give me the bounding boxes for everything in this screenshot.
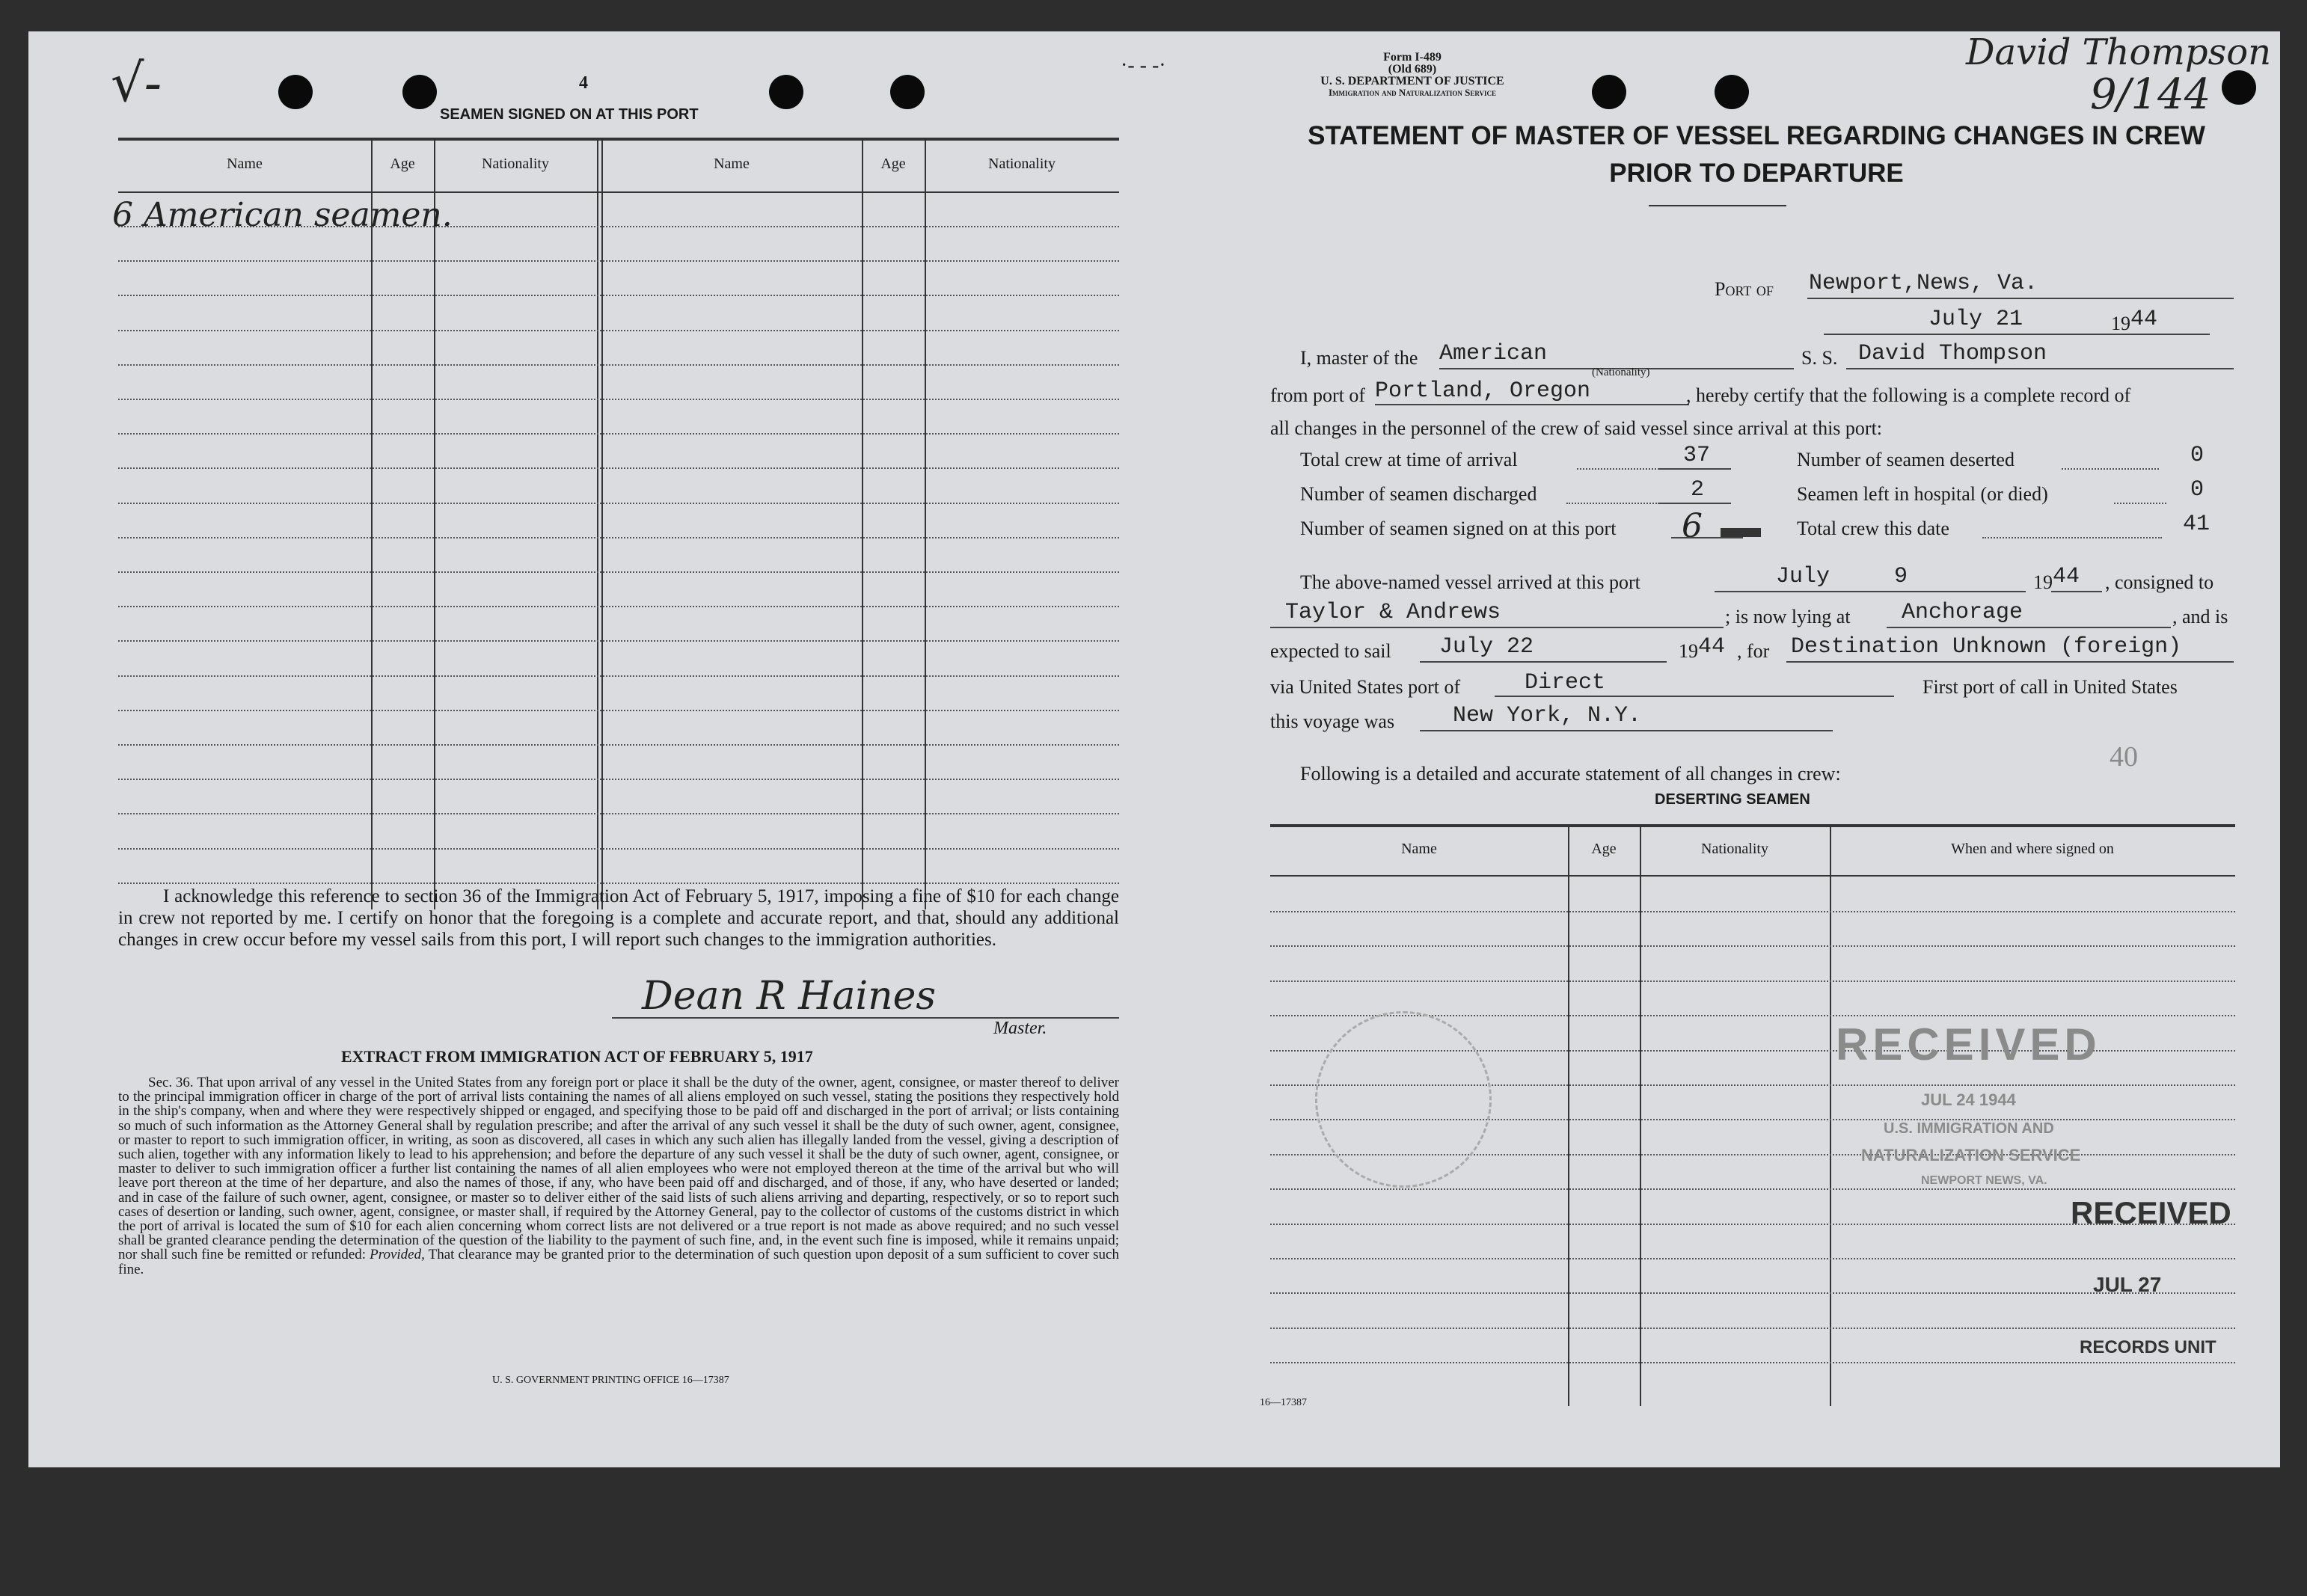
table-row	[1270, 980, 2235, 982]
received-stamp: RECEIVED	[2071, 1195, 2231, 1230]
table-row	[118, 330, 1119, 331]
destination-value: Destination Unknown (foreign)	[1791, 634, 2182, 660]
lying-line	[1887, 627, 2171, 628]
punch-hole	[1715, 75, 1749, 109]
from-port-label: from port of	[1270, 384, 1366, 406]
col-header-age: Age	[1591, 841, 1617, 857]
stat-label: Total crew this date	[1797, 518, 1949, 539]
via-value: Direct	[1525, 670, 1606, 696]
gpo-line: U. S. GOVERNMENT PRINTING OFFICE 16—17387	[492, 1375, 729, 1386]
punch-hole	[769, 75, 803, 109]
arrived-year-prefix: 19	[2033, 571, 2053, 593]
from-port-value: Portland, Oregon	[1375, 378, 1591, 404]
form-title-line2: PRIOR TO DEPARTURE	[1609, 159, 1904, 188]
and-is-label: , and is	[2172, 606, 2228, 627]
acknowledgement-text: I acknowledge this reference to section 36 of the Immigration Act of February 5, 1917, imposing a fine of $10 for each change in crew not reported by me. I certify on honor that the foregoing is a complete and accurate report, and that, should any additional changes in crew occur before my vessel sails from this port, I will report such changes to the immigration authorities.	[118, 886, 1119, 950]
from-port-line	[1375, 404, 1689, 405]
port-line	[1807, 298, 2234, 299]
col-divider	[1830, 826, 1831, 1406]
sail-year-prefix: 19	[1679, 640, 1698, 662]
footer-code: 16—17387	[1260, 1397, 1307, 1408]
stat-value: 0	[2190, 477, 2205, 503]
office-stamp-line2: NATURALIZATION SERVICE	[1861, 1146, 2081, 1164]
col-divider	[601, 139, 603, 909]
year-value: 44	[2130, 307, 2158, 332]
left-table-title: SEAMEN SIGNED ON AT THIS PORT	[440, 106, 699, 123]
arrived-day: 9	[1894, 564, 1908, 589]
check-mark: √-	[111, 52, 162, 114]
handwritten-vessel-name: David Thompson	[1966, 31, 2272, 73]
records-unit-stamp: RECORDS UNIT	[2080, 1337, 2216, 1357]
master-of-label: I, master of the	[1300, 347, 1418, 369]
col-divider	[925, 139, 926, 909]
stat-value: 2	[1691, 477, 1705, 503]
col-header-name: Name	[227, 156, 263, 172]
table-row	[118, 883, 1119, 884]
ship-line	[1846, 368, 2234, 369]
expected-label: expected to sail	[1270, 640, 1391, 662]
stat-label: Number of seamen signed on at this port	[1300, 518, 1617, 539]
table-row	[118, 537, 1119, 538]
sail-year: 44	[1698, 634, 1726, 660]
dot-mark: ·- - -·	[1121, 54, 1166, 77]
table-row	[1270, 1362, 2235, 1363]
date-value: July 21	[1928, 307, 2023, 332]
via-line	[1495, 696, 1894, 697]
handwritten-ref-number: 9/144	[2090, 70, 2211, 119]
table-row	[118, 467, 1119, 469]
table-row	[118, 433, 1119, 435]
table-row	[118, 779, 1119, 780]
col-header-name: Name	[1401, 841, 1437, 857]
master-signature: Dean R Haines	[642, 974, 937, 1019]
form-old-number: (Old 689)	[1388, 63, 1437, 76]
table-header-rule	[118, 191, 1119, 193]
table-row	[118, 260, 1119, 262]
received-date-faint: JUL 24 1944	[1921, 1090, 2016, 1109]
col-header-age: Age	[390, 156, 415, 172]
margin-number: 40	[2110, 741, 2138, 773]
sail-date-line	[1420, 661, 1667, 663]
sail-date: July 22	[1439, 634, 1534, 660]
table-row	[1270, 945, 2235, 947]
stat-label: Seamen left in hospital (or died)	[1797, 483, 2048, 505]
col-header-age: Age	[880, 156, 906, 172]
stat-leader	[2062, 468, 2159, 470]
table-row	[118, 606, 1119, 607]
stat-value: 0	[2190, 443, 2205, 468]
arrived-year-line	[2051, 591, 2102, 592]
col-divider	[1568, 826, 1569, 1406]
stat-leader	[1577, 468, 1659, 470]
office-stamp-line3: NEWPORT NEWS, VA.	[1921, 1174, 2047, 1187]
table-row	[118, 571, 1119, 573]
table-row	[118, 640, 1119, 642]
table-row	[118, 744, 1119, 746]
received-stamp-date: JUL 27	[2093, 1273, 2162, 1296]
col-header-name: Name	[714, 156, 750, 172]
stat-leader	[1982, 537, 2162, 538]
table-row	[118, 295, 1119, 296]
via-label: via United States port of	[1270, 676, 1461, 698]
punch-hole	[402, 75, 437, 109]
department-name: U. S. DEPARTMENT OF JUSTICE	[1320, 75, 1504, 88]
punch-hole	[890, 75, 925, 109]
table-row	[1270, 1292, 2235, 1294]
for-label: , for	[1737, 640, 1770, 662]
office-stamp-line1: U.S. IMMIGRATION AND	[1884, 1120, 2054, 1137]
received-stamp-faint: RECEIVED	[1836, 1019, 2101, 1069]
nationality-value: American	[1439, 341, 1548, 366]
deserting-header-rule	[1270, 875, 2235, 877]
voyage-label: this voyage was	[1270, 710, 1395, 732]
year-prefix: 19	[2111, 313, 2130, 334]
stat-leader	[2114, 503, 2166, 504]
master-label: Master.	[993, 1019, 1047, 1038]
lying-label: ; is now lying at	[1725, 606, 1851, 627]
punch-hole	[2222, 70, 2256, 105]
table-top-rule	[118, 138, 1119, 141]
lying-value: Anchorage	[1902, 600, 2023, 625]
table-row	[118, 848, 1119, 850]
destination-line	[1786, 661, 2234, 663]
voyage-line	[1420, 730, 1833, 731]
table-row	[118, 675, 1119, 677]
date-line	[1824, 334, 2210, 335]
consigned-label: , consigned to	[2105, 571, 2214, 593]
deserting-top-rule	[1270, 824, 2235, 827]
table-row	[1270, 1188, 2235, 1190]
stat-value: 41	[2183, 512, 2211, 537]
stat-leader	[1566, 503, 1659, 504]
ship-value: David Thompson	[1858, 341, 2047, 366]
ss-label: S. S.	[1801, 347, 1838, 369]
punch-hole	[278, 75, 313, 109]
stat-line	[1659, 503, 1731, 504]
col-header-signed-on: When and where signed on	[1951, 841, 2114, 857]
certify-line2: all changes in the personnel of the crew of said vessel since arrival at this port:	[1270, 417, 1883, 439]
deserting-title: DESERTING SEAMEN	[1655, 791, 1810, 808]
circular-postmark	[1315, 1011, 1492, 1188]
col-divider	[597, 139, 598, 909]
voyage-value: New York, N.Y.	[1453, 703, 1642, 728]
col-header-nationality: Nationality	[1701, 841, 1768, 857]
consignee-line	[1270, 627, 1724, 628]
col-header-nationality: Nationality	[482, 156, 549, 172]
arrived-line	[1715, 591, 2026, 592]
nationality-caption: (Nationality)	[1592, 366, 1650, 378]
following-text: Following is a detailed and accurate statement of all changes in crew:	[1300, 763, 1841, 785]
page-number: 4	[579, 73, 588, 93]
col-divider	[1640, 826, 1641, 1406]
certify-tail: , hereby certify that the following is a complete record of	[1686, 384, 2131, 406]
extract-body	[118, 1075, 1119, 1277]
sec-prefix: Sec. 36.	[148, 1075, 194, 1090]
stat-value: 37	[1683, 443, 1711, 468]
stat-label: Number of seamen deserted	[1797, 449, 2015, 470]
form-title-line1: STATEMENT OF MASTER OF VESSEL REGARDING CHANGES IN CREW	[1308, 121, 2205, 150]
consignee-value: Taylor & Andrews	[1285, 600, 1501, 625]
stat-line	[1659, 468, 1731, 470]
extract-text: That upon arrival of any vessel in the United States from any foreign port or place it shall be the duty of the owner, agent, consignee, or master thereof to deliver to the principal immigration officer in charge of the port of arrival lists containing the names of all aliens employed on such vessel, stating the positions they respectively hold in the ship's company, when and where they were respectively shipped or engaged, and specifying those to be paid off and discharged in the port of arrival; or lists containing so much of such information as the Attorney General shall by regulation prescribe; and after the arrival of any such vessel it shall be the duty of such owner, agent, consignee, or master to report to such immigration officer, in writing, as soon as discovered, all cases in which any such alien has illegally landed from the vessel, giving a description of such alien, together with any information likely to lead to his apprehension; and before the departure of any such vessel it shall be the duty of such owner, agent, consignee, or master to deliver to such immigration officer a further list containing the names of all alien employees who were not employed thereon at the time of the arrival but who will leave port thereon at the time of her departure, and also the names of those, if any, who have been paid off and discharged, and of those, if any, who have deserted or landed; and in case of the failure of such owner, agent, consignee, or master so to deliver either of the said lists of such aliens arriving and departing, respectively, or so to report such cases of desertion or landing, such owner, agent, consignee, or master shall, if required by the Attorney General, pay to the collector of customs of the customs district in which the port of arrival is located the sum of $10 for each alien concerning whom correct lists are not delivered or a true report is not made as above required; and no such vessel shall be granted clearance pending the determination of the question of the liability to the payment of such fine, and, in the event such fine is imposed, while it remains unpaid; nor shall such fine be remitted or refunded:	[118, 1075, 1119, 1263]
stat-line	[1671, 537, 1743, 538]
form-number: Form I-489	[1383, 51, 1442, 64]
table-row-entry: 6 American seamen.	[112, 196, 453, 234]
title-rule	[1649, 205, 1786, 206]
extract-tail: That clearance may be granted prior to the determination of such question upon deposit of a sum sufficient to cover such fine.	[118, 1247, 1119, 1277]
port-value: Newport,News, Va.	[1809, 271, 2038, 296]
stat-label: Number of seamen discharged	[1300, 483, 1537, 505]
arrived-label: The above-named vessel arrived at this port	[1300, 571, 1640, 593]
arrived-month: July	[1776, 564, 1830, 589]
col-divider	[862, 139, 863, 909]
col-divider	[434, 139, 435, 909]
port-label: Port of	[1715, 278, 1774, 300]
service-name: Immigration and Naturalization Service	[1328, 87, 1497, 98]
table-row	[118, 503, 1119, 504]
table-row	[1270, 911, 2235, 912]
extract-title: EXTRACT FROM IMMIGRATION ACT OF FEBRUARY 5, 1917	[341, 1047, 813, 1066]
col-header-nationality: Nationality	[988, 156, 1056, 172]
table-row	[118, 710, 1119, 711]
struck-value	[1721, 528, 1761, 537]
stat-value: 6	[1682, 507, 1703, 545]
table-row	[118, 813, 1119, 814]
provided-word: Provided,	[370, 1247, 425, 1263]
first-port-label: First port of call in United States	[1922, 676, 2178, 698]
arrived-year: 44	[2053, 564, 2080, 589]
col-divider	[371, 139, 373, 909]
stat-label: Total crew at time of arrival	[1300, 449, 1518, 470]
table-row	[118, 399, 1119, 400]
table-row	[1270, 1328, 2235, 1329]
document-page	[28, 31, 2280, 1467]
table-row	[1270, 1258, 2235, 1259]
table-row	[118, 364, 1119, 366]
